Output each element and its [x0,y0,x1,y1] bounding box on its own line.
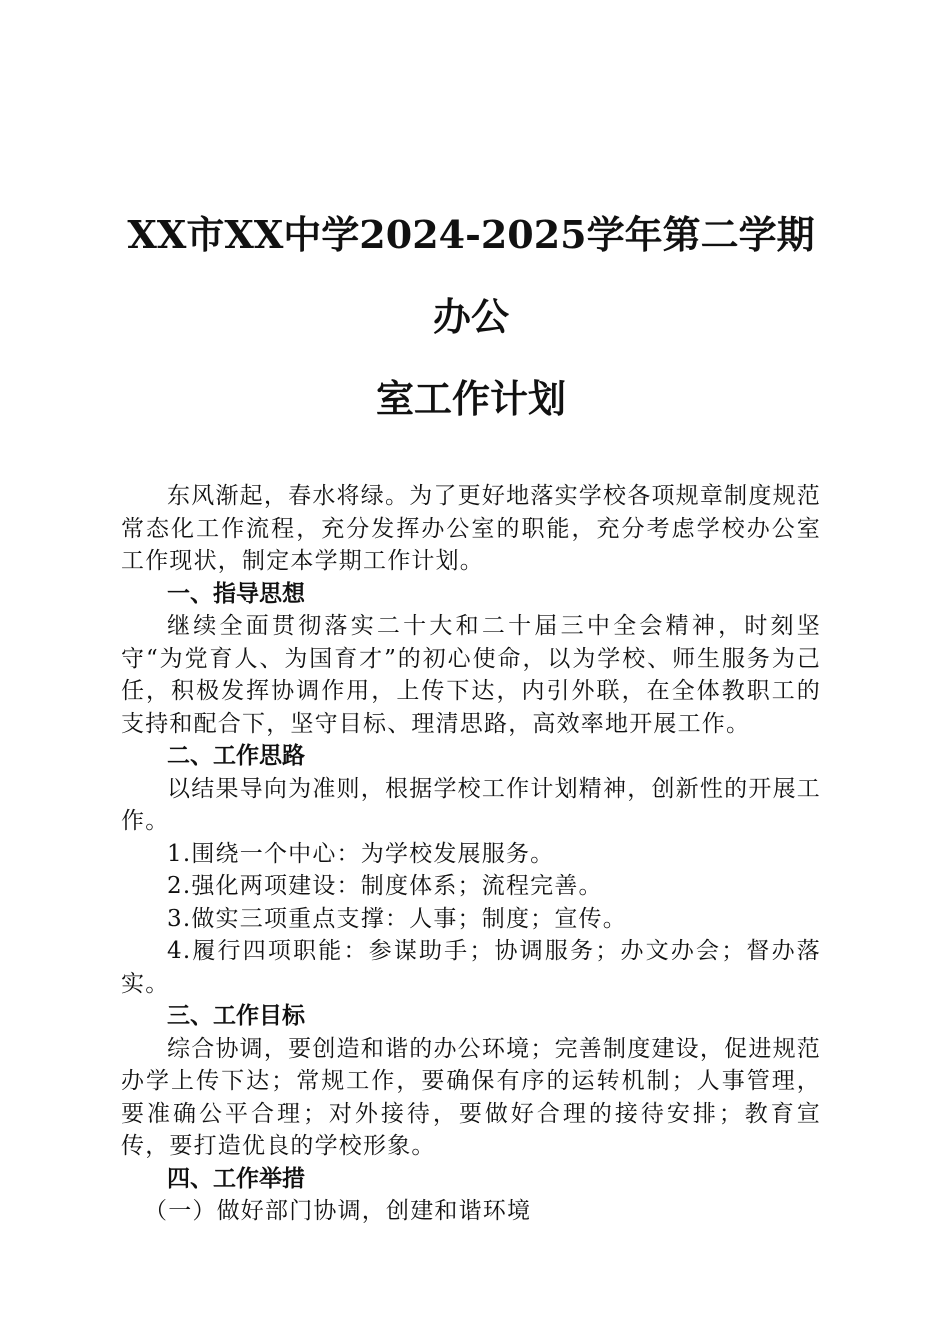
work-approach-item-3: 3.做实三项重点支撑：人事；制度；宣传。 [167,905,627,932]
section-heading-guiding-thought: 一、指导思想 [167,580,305,607]
measures-subheading-1-text: （一）做好部门协调，创建和谐环境 [144,1198,532,1224]
work-approach-item-1: 1.围绕一个中心：为学校发展服务。 [167,840,555,867]
document-title [121,194,821,440]
work-goals-paragraph: 综合协调，要创造和谐的办公环境；完善制度建设，促进规范办学上传下达；常规工作，要确保有序的运转机制；人事管理，要准确公平合理；对外接待，要做好合理的接待安排；教育宣传，要打造优良的学校形象。 [121,1035,821,1159]
document-body [121,480,821,1228]
work-approach-item-4: 4.履行四项职能：参谋助手；协调服务；办文办会；督办落实。 [121,938,821,997]
work-approach-paragraph: 以结果导向为准则，根据学校工作计划精神，创新性的开展工作。 [121,775,821,834]
section-heading-work-measures: 四、工作举措 [167,1165,305,1192]
measures-subheading-1 [121,1195,821,1228]
intro-paragraph: 东风渐起，春水将绿。为了更好地落实学校各项规章制度规范常态化工作流程，充分发挥办公室的职能，充分考虑学校办公室工作现状，制定本学期工作计划。 [121,483,821,574]
section-heading-work-goals: 三、工作目标 [167,1003,305,1029]
work-approach-item-2: 2.强化两项建设：制度体系；流程完善。 [167,873,603,899]
guiding-thought-paragraph: 继续全面贯彻落实二十大和二十届三中全会精神，时刻坚守“为党育人、为国育才”的初心使命，以为学校、师生服务为己任，积极发挥协调作用，上传下达，内引外联，在全体教职工的支持和配合下，坚守目标、理清思路，高效率地开展工作。 [121,613,821,737]
title-line-1: XX市XX中学2024-2025学年第二学期办公 [127,212,815,339]
document-page [121,194,821,1228]
title-line-2: 室工作计划 [375,376,566,421]
section-heading-work-approach: 二、工作思路 [167,743,305,769]
